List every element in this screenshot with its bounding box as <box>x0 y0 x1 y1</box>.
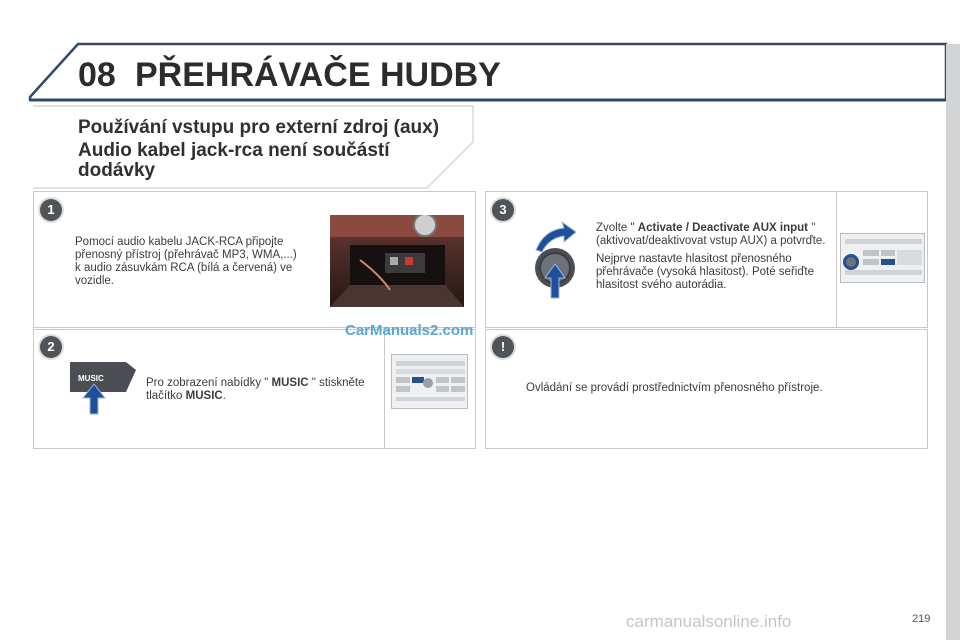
radio-unit-image-step3 <box>840 233 925 283</box>
page-number: 219 <box>912 613 931 625</box>
step1-badge: 1 <box>40 199 62 221</box>
step2-text: Pro zobrazení nabídky " MUSIC " stiskněte tlačítko MUSIC. <box>146 377 365 402</box>
note-badge: ! <box>492 336 514 358</box>
chapter-number: 08 <box>78 56 116 94</box>
step3-badge: 3 <box>492 199 514 221</box>
music-button-label: MUSIC <box>78 374 104 383</box>
music-button-illustration <box>68 360 140 418</box>
chapter-title: PŘEHRÁVAČE HUDBY <box>135 56 501 94</box>
step3-paragraph2: Nejprve nastavte hlasitost přenosného přehrávače (vysoká hlasitost). Poté seřiďte hlasitost svého autorádia. <box>596 253 814 291</box>
step2-divider <box>384 329 385 449</box>
section-title-line2: Audio kabel jack-rca není součástí <box>78 140 390 161</box>
glovebox-photo <box>330 215 464 307</box>
footer-watermark: carmanualsonline.info <box>626 612 792 631</box>
radio-unit-image-step2 <box>391 354 468 409</box>
step2-badge: 2 <box>40 336 62 358</box>
watermark: CarManuals2.com <box>345 322 474 339</box>
section-title-line1: Používání vstupu pro externí zdroj (aux) <box>78 117 440 138</box>
step1-text: Pomocí audio kabelu JACK-RCA připojte přenosný přístroj (přehrávač MP3, WMA,...) k audio zásuvkám RCA (bílá a červená) ve vozidle. <box>75 236 297 287</box>
step3-text <box>596 222 828 297</box>
rotary-knob-illustration <box>524 220 586 300</box>
note-text: Ovládání se provádí prostřednictvím přenosného přístroje. <box>526 382 823 394</box>
step3-paragraph1: Zvolte " Activate / Deactivate AUX input " (aktivovat/deaktivovat vstup AUX) a potvrďte. <box>596 222 826 247</box>
section-title-line3: dodávky <box>78 160 156 181</box>
step3-divider <box>836 191 837 328</box>
